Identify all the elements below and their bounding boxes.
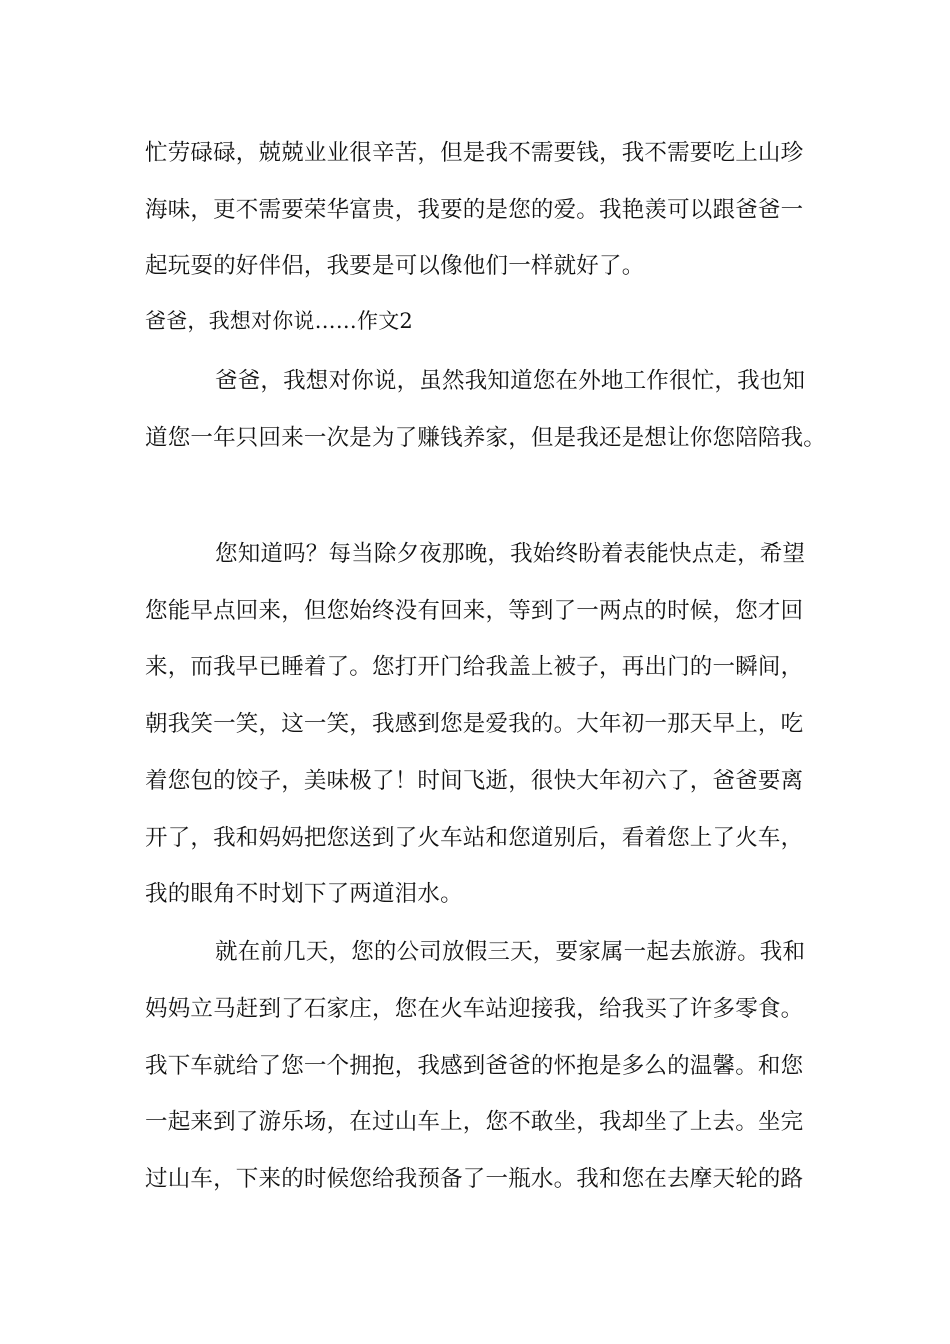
paragraph-line: 着您包的饺子，美味极了！时间飞逝，很快大年初六了，爸爸要离: [145, 768, 804, 794]
section-heading: 爸爸，我想对你说……作文2: [145, 309, 413, 333]
paragraph-line: 就在前几天，您的公司放假三天，要家属一起去旅游。我和: [215, 939, 806, 965]
paragraph-line: 我的眼角不时划下了两道泪水。: [145, 881, 463, 907]
paragraph-line: 妈妈立马赶到了石家庄，您在火车站迎接我，给我买了许多零食。: [145, 996, 804, 1022]
paragraph-line: 我下车就给了您一个拥抱，我感到爸爸的怀抱是多么的温馨。和您: [145, 1053, 804, 1079]
paragraph-line: 忙劳碌碌，兢兢业业很辛苦，但是我不需要钱，我不需要吃上山珍: [145, 140, 804, 166]
paragraph-line: 您能早点回来，但您始终没有回来，等到了一两点的时候，您才回: [145, 598, 804, 624]
paragraph-line: 一起来到了游乐场，在过山车上，您不敢坐，我却坐了上去。坐完: [145, 1109, 804, 1135]
paragraph-line: 来，而我早已睡着了。您打开门给我盖上被子，再出门的一瞬间，: [145, 654, 804, 680]
paragraph-line: 您知道吗？每当除夕夜那晚，我始终盼着表能快点走，希望: [215, 541, 806, 567]
paragraph-line: 海味，更不需要荣华富贵，我要的是您的爱。我艳羡可以跟爸爸一: [145, 197, 804, 223]
paragraph-line: 起玩耍的好伴侣，我要是可以像他们一样就好了。: [145, 253, 645, 279]
paragraph-line: 朝我笑一笑，这一笑，我感到您是爱我的。大年初一那天早上，吃: [145, 711, 804, 737]
paragraph-line: 爸爸，我想对你说，虽然我知道您在外地工作很忙，我也知: [215, 368, 806, 394]
paragraph-line: 过山车，下来的时候您给我预备了一瓶水。我和您在去摩天轮的路: [145, 1166, 804, 1192]
paragraph-line: 道您一年只回来一次是为了赚钱养家，但是我还是想让你您陪陪我。: [145, 425, 827, 451]
paragraph-line: 开了，我和妈妈把您送到了火车站和您道别后，看着您上了火车，: [145, 825, 804, 851]
